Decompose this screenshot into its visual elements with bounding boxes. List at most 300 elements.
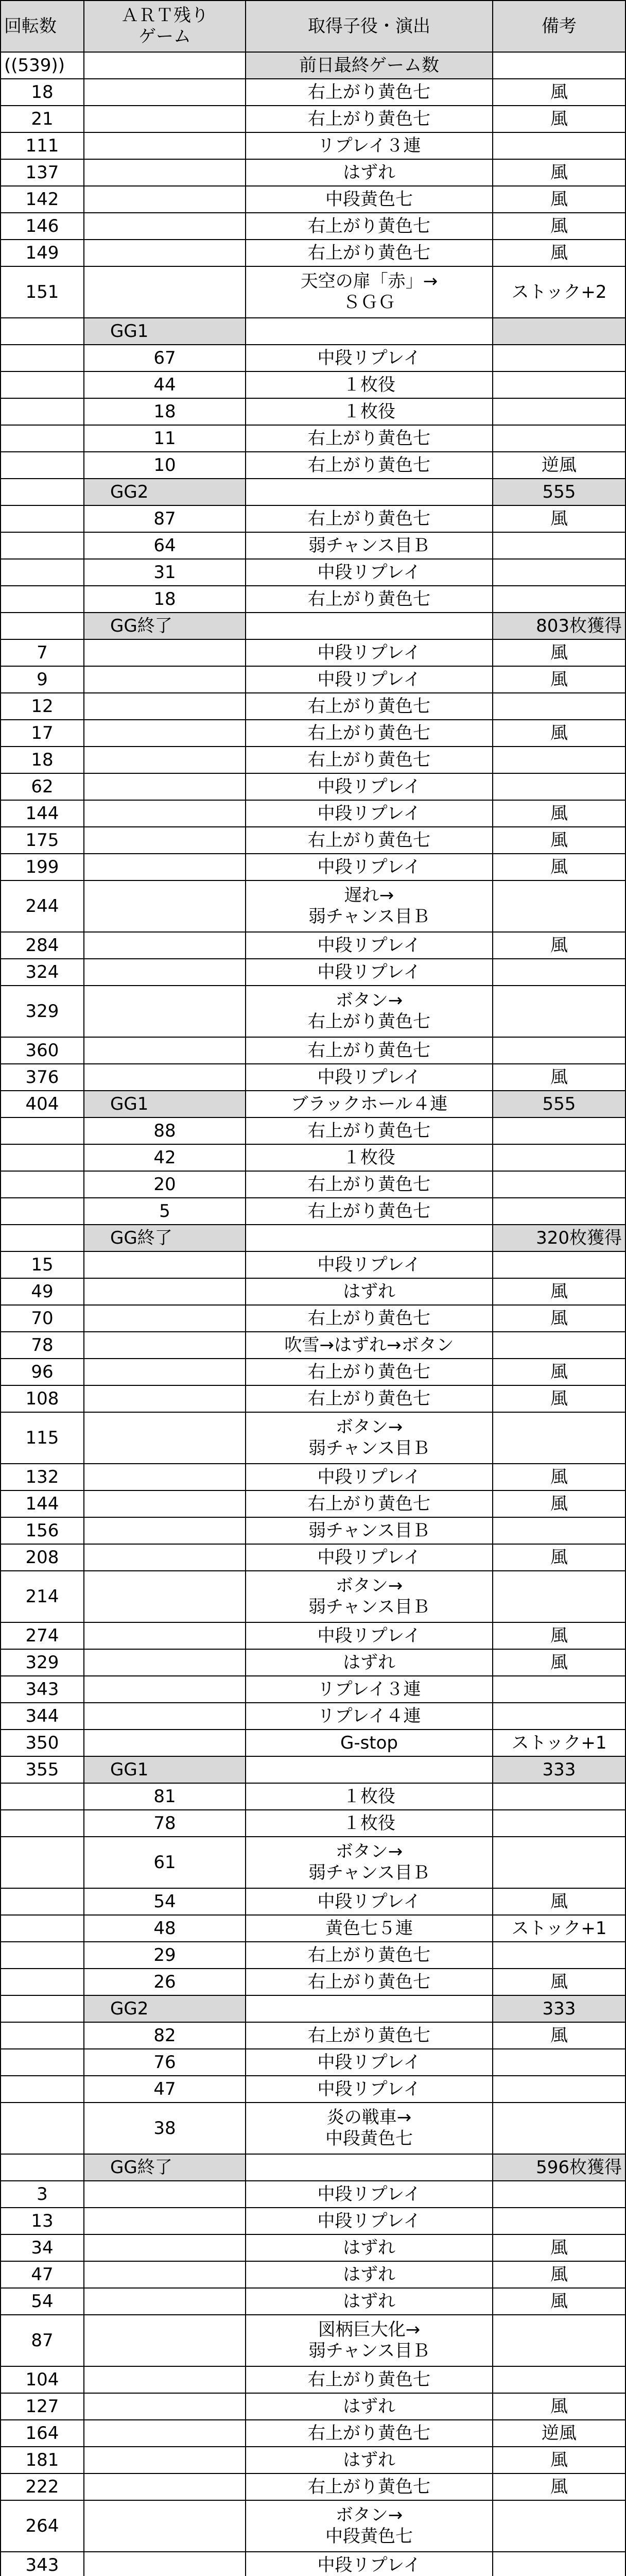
spin-count-cell: 108 <box>1 1385 84 1412</box>
art-remaining-cell: 18 <box>84 586 246 613</box>
table-row <box>1 398 625 425</box>
art-remaining-cell <box>84 2500 246 2552</box>
table-row <box>1 1622 625 1649</box>
spin-count-cell: 144 <box>1 800 84 827</box>
role-cell: 右上がり黄色七 <box>246 1969 493 1995</box>
table-row <box>1 2049 625 2076</box>
spin-count-cell: 18 <box>1 79 84 106</box>
spin-count-cell <box>1 559 84 586</box>
art-remaining-cell <box>84 2261 246 2288</box>
role-cell <box>246 479 493 505</box>
note-cell: 風 <box>493 854 625 880</box>
note-cell <box>493 1783 625 1810</box>
role-cell: １枚役 <box>246 398 493 425</box>
art-remaining-cell <box>84 159 246 186</box>
role-cell: 右上がり黄色七 <box>246 1942 493 1969</box>
note-cell: 風 <box>493 79 625 106</box>
note-cell <box>493 1037 625 1064</box>
spin-count-cell <box>1 1995 84 2022</box>
art-remaining-cell: 10 <box>84 452 246 479</box>
note-cell: 風 <box>493 2393 625 2420</box>
role-cell: 右上がり黄色七 <box>246 240 493 266</box>
role-cell: 中段リプレイ <box>246 1464 493 1490</box>
art-remaining-cell: 54 <box>84 1888 246 1915</box>
spin-count-cell: 137 <box>1 159 84 186</box>
note-cell: 風 <box>493 240 625 266</box>
spin-count-cell: 21 <box>1 106 84 132</box>
note-cell: 風 <box>493 1622 625 1649</box>
gg-section-row <box>1 318 625 345</box>
note-cell <box>493 1144 625 1171</box>
art-remaining-cell <box>84 720 246 747</box>
gg-section-row <box>1 1225 625 1251</box>
spin-count-cell: 355 <box>1 1756 84 1783</box>
role-cell: 右上がり黄色七 <box>246 693 493 720</box>
table-row <box>1 1412 625 1464</box>
note-cell <box>493 1837 625 1888</box>
art-remaining-cell <box>84 666 246 693</box>
spin-count-cell: 104 <box>1 2366 84 2393</box>
art-remaining-cell: 47 <box>84 2076 246 2103</box>
note-cell <box>493 1117 625 1144</box>
table-row <box>1 1730 625 1756</box>
art-remaining-cell: GG2 <box>84 1995 246 2022</box>
note-cell: 風 <box>493 2288 625 2315</box>
table-row <box>1 1064 625 1091</box>
table-row <box>1 2420 625 2447</box>
art-remaining-cell: 61 <box>84 1837 246 1888</box>
art-remaining-cell: 67 <box>84 345 246 371</box>
role-cell: 中段リプレイ <box>246 2076 493 2103</box>
spin-count-cell <box>1 505 84 532</box>
spin-count-cell: 164 <box>1 2420 84 2447</box>
role-cell <box>246 1995 493 2022</box>
spin-count-cell: 244 <box>1 880 84 932</box>
note-cell: 風 <box>493 505 625 532</box>
spin-count-cell: 343 <box>1 1676 84 1703</box>
art-remaining-cell <box>84 2393 246 2420</box>
spin-count-cell: 149 <box>1 240 84 266</box>
art-remaining-cell: 11 <box>84 425 246 452</box>
table-row <box>1 1837 625 1888</box>
role-cell: 右上がり黄色七 <box>246 1171 493 1198</box>
role-cell: 右上がり黄色七 <box>246 1490 493 1517</box>
table-row <box>1 2366 625 2393</box>
table-row <box>1 1251 625 1278</box>
note-cell <box>493 1517 625 1544</box>
role-cell <box>246 1756 493 1783</box>
gg-section-row <box>1 479 625 505</box>
note-cell: 風 <box>493 1385 625 1412</box>
table-row <box>1 1649 625 1676</box>
note-cell: 風 <box>493 1544 625 1571</box>
art-remaining-cell <box>84 106 246 132</box>
spin-count-cell <box>1 1969 84 1995</box>
note-cell: 風 <box>493 2261 625 2288</box>
role-cell: 中段リプレイ <box>246 800 493 827</box>
note-cell: 320枚獲得 <box>493 1225 625 1251</box>
art-remaining-cell: 5 <box>84 1198 246 1225</box>
note-cell <box>493 1942 625 1969</box>
note-cell: 風 <box>493 1278 625 1305</box>
role-cell <box>246 613 493 639</box>
role-cell: 右上がり黄色七 <box>246 106 493 132</box>
note-cell: 555 <box>493 479 625 505</box>
spin-count-cell: 9 <box>1 666 84 693</box>
art-remaining-cell: 31 <box>84 559 246 586</box>
spin-count-cell: 15 <box>1 1251 84 1278</box>
note-cell: 風 <box>493 2234 625 2261</box>
note-cell: 風 <box>493 106 625 132</box>
role-cell: 右上がり黄色七 <box>246 827 493 854</box>
note-cell <box>493 532 625 559</box>
table-row <box>1 106 625 132</box>
table-row <box>1 2447 625 2473</box>
table-row <box>1 345 625 371</box>
spin-count-cell: ((539)) <box>1 52 84 79</box>
table-row <box>1 1037 625 1064</box>
gg-section-row <box>1 1756 625 1783</box>
art-remaining-cell <box>84 1703 246 1730</box>
spin-count-cell: 87 <box>1 2315 84 2366</box>
art-remaining-cell <box>84 2315 246 2366</box>
spin-count-cell <box>1 2154 84 2181</box>
note-cell <box>493 1412 625 1464</box>
note-cell <box>493 345 625 371</box>
table-row <box>1 800 625 827</box>
art-remaining-cell <box>84 2473 246 2500</box>
note-cell: 333 <box>493 1995 625 2022</box>
note-cell <box>493 586 625 613</box>
table-row <box>1 2500 625 2552</box>
art-remaining-cell <box>84 1332 246 1359</box>
art-remaining-cell <box>84 986 246 1037</box>
spin-count-cell: 62 <box>1 773 84 800</box>
role-cell: はずれ <box>246 2447 493 2473</box>
role-cell <box>246 318 493 345</box>
header-row <box>1 1 625 52</box>
note-cell: 風 <box>493 2447 625 2473</box>
note-cell <box>493 52 625 79</box>
spin-count-cell <box>1 1225 84 1251</box>
spin-count-cell: 70 <box>1 1305 84 1332</box>
spin-count-cell: 344 <box>1 1703 84 1730</box>
spin-count-cell <box>1 1144 84 1171</box>
spin-count-cell <box>1 2076 84 2103</box>
table-row <box>1 1198 625 1225</box>
note-cell: ストック+2 <box>493 266 625 318</box>
role-cell: 弱チャンス目Ｂ <box>246 532 493 559</box>
art-remaining-cell: 29 <box>84 1942 246 1969</box>
spin-count-cell: 404 <box>1 1091 84 1117</box>
role-cell: 中段リプレイ <box>246 1544 493 1571</box>
table-row <box>1 425 625 452</box>
art-remaining-cell: GG終了 <box>84 613 246 639</box>
spin-count-cell: 181 <box>1 2447 84 2473</box>
note-cell: ストック+1 <box>493 1730 625 1756</box>
art-remaining-cell <box>84 52 246 79</box>
spin-count-cell <box>1 1888 84 1915</box>
header-notes: 備考 <box>493 1 625 52</box>
art-remaining-cell <box>84 79 246 106</box>
note-cell <box>493 318 625 345</box>
gg-section-row <box>1 2154 625 2181</box>
table-row <box>1 213 625 240</box>
art-remaining-cell <box>84 2181 246 2208</box>
table-row <box>1 854 625 880</box>
art-remaining-cell <box>84 747 246 773</box>
table-row <box>1 1810 625 1837</box>
spin-count-cell <box>1 2049 84 2076</box>
spin-count-cell <box>1 532 84 559</box>
table-row <box>1 666 625 693</box>
spin-count-cell: 284 <box>1 932 84 959</box>
art-remaining-cell <box>84 2447 246 2473</box>
art-remaining-cell: 78 <box>84 1810 246 1837</box>
spin-count-cell: 132 <box>1 1464 84 1490</box>
note-cell <box>493 747 625 773</box>
role-cell: 中段リプレイ <box>246 854 493 880</box>
table-row <box>1 693 625 720</box>
table-row <box>1 932 625 959</box>
table-row <box>1 2208 625 2234</box>
table-row <box>1 266 625 318</box>
role-cell: リプレイ３連 <box>246 132 493 159</box>
role-cell: はずれ <box>246 2393 493 2420</box>
note-cell: 風 <box>493 186 625 213</box>
note-cell: 風 <box>493 1305 625 1332</box>
table-row <box>1 827 625 854</box>
table-row <box>1 1676 625 1703</box>
art-remaining-cell <box>84 132 246 159</box>
spin-count-cell <box>1 425 84 452</box>
table-row <box>1 959 625 986</box>
note-cell <box>493 2366 625 2393</box>
gg-section-row <box>1 613 625 639</box>
role-cell: 中段リプレイ <box>246 2208 493 2234</box>
note-cell <box>493 2552 625 2576</box>
spin-count-cell: 360 <box>1 1037 84 1064</box>
role-cell: 右上がり黄色七 <box>246 2420 493 2447</box>
art-remaining-cell <box>84 827 246 854</box>
role-cell: 右上がり黄色七 <box>246 1198 493 1225</box>
art-remaining-cell: 38 <box>84 2103 246 2154</box>
art-remaining-cell <box>84 1622 246 1649</box>
art-remaining-cell: GG1 <box>84 318 246 345</box>
table-row <box>1 2022 625 2049</box>
spin-count-cell <box>1 1783 84 1810</box>
role-cell: はずれ <box>246 1278 493 1305</box>
note-cell: 555 <box>493 1091 625 1117</box>
role-cell <box>246 2154 493 2181</box>
art-remaining-cell <box>84 1037 246 1064</box>
art-remaining-cell <box>84 639 246 666</box>
spin-count-cell: 146 <box>1 213 84 240</box>
role-cell: 右上がり黄色七 <box>246 2366 493 2393</box>
note-cell <box>493 773 625 800</box>
note-cell: 596枚獲得 <box>493 2154 625 2181</box>
art-remaining-cell: GG終了 <box>84 1225 246 1251</box>
spin-count-cell <box>1 452 84 479</box>
role-cell: 右上がり黄色七 <box>246 1359 493 1385</box>
note-cell: 風 <box>493 1464 625 1490</box>
role-cell: 中段リプレイ <box>246 773 493 800</box>
role-cell: 右上がり黄色七 <box>246 79 493 106</box>
note-cell <box>493 1810 625 1837</box>
role-cell: 天空の扉「赤」→ ＳＧＧ <box>246 266 493 318</box>
role-cell: 右上がり黄色七 <box>246 213 493 240</box>
note-cell <box>493 1332 625 1359</box>
spin-count-cell: 329 <box>1 986 84 1037</box>
spin-count-cell: 350 <box>1 1730 84 1756</box>
art-remaining-cell <box>84 1385 246 1412</box>
table-row <box>1 586 625 613</box>
spin-count-cell <box>1 1915 84 1942</box>
art-remaining-cell: 48 <box>84 1915 246 1942</box>
note-cell: 803枚獲得 <box>493 613 625 639</box>
note-cell: 風 <box>493 2022 625 2049</box>
table-row <box>1 1359 625 1385</box>
spin-count-cell: 127 <box>1 2393 84 2420</box>
art-remaining-cell: GG1 <box>84 1091 246 1117</box>
table-row <box>1 240 625 266</box>
role-cell: 中段リプレイ <box>246 2181 493 2208</box>
role-cell: １枚役 <box>246 1783 493 1810</box>
role-cell: 黄色七５連 <box>246 1915 493 1942</box>
gg-section-row <box>1 1995 625 2022</box>
spin-count-cell: 208 <box>1 1544 84 1571</box>
note-cell: 風 <box>493 159 625 186</box>
note-cell <box>493 880 625 932</box>
table-row <box>1 2103 625 2154</box>
role-cell: 中段リプレイ <box>246 2552 493 2576</box>
role-cell: 中段リプレイ <box>246 345 493 371</box>
note-cell <box>493 2315 625 2366</box>
role-cell: 右上がり黄色七 <box>246 1385 493 1412</box>
spin-count-cell <box>1 371 84 398</box>
table-row <box>1 1117 625 1144</box>
table-row <box>1 773 625 800</box>
art-remaining-cell <box>84 932 246 959</box>
spin-count-cell <box>1 1198 84 1225</box>
note-cell: 風 <box>493 1888 625 1915</box>
spin-count-cell: 96 <box>1 1359 84 1385</box>
spin-count-cell: 78 <box>1 1332 84 1359</box>
role-cell: 中段リプレイ <box>246 639 493 666</box>
note-cell <box>493 2208 625 2234</box>
note-cell <box>493 2500 625 2552</box>
role-cell: 中段リプレイ <box>246 2049 493 2076</box>
spin-count-cell <box>1 1117 84 1144</box>
table-row <box>1 1969 625 1995</box>
table-row <box>1 79 625 106</box>
art-remaining-cell: 81 <box>84 1783 246 1810</box>
table-row <box>1 1171 625 1198</box>
table-row <box>1 52 625 79</box>
spin-count-cell: 12 <box>1 693 84 720</box>
table-row <box>1 452 625 479</box>
art-remaining-cell <box>84 1649 246 1676</box>
art-remaining-cell <box>84 2208 246 2234</box>
role-cell: 右上がり黄色七 <box>246 720 493 747</box>
spin-count-cell <box>1 2022 84 2049</box>
spin-count-cell: 151 <box>1 266 84 318</box>
spin-count-cell <box>1 1171 84 1198</box>
art-remaining-cell <box>84 240 246 266</box>
spin-count-cell: 13 <box>1 2208 84 2234</box>
table-row <box>1 371 625 398</box>
spin-count-cell: 17 <box>1 720 84 747</box>
table-row <box>1 1942 625 1969</box>
table-row <box>1 1517 625 1544</box>
table-row <box>1 2288 625 2315</box>
spin-count-cell: 264 <box>1 2500 84 2552</box>
table-row <box>1 639 625 666</box>
table-row <box>1 1490 625 1517</box>
spin-count-cell <box>1 2103 84 2154</box>
art-remaining-cell: 64 <box>84 532 246 559</box>
art-remaining-cell: 76 <box>84 2049 246 2076</box>
table-row <box>1 2393 625 2420</box>
role-cell: 右上がり黄色七 <box>246 586 493 613</box>
art-remaining-cell <box>84 1064 246 1091</box>
art-remaining-cell <box>84 1676 246 1703</box>
spin-count-cell: 3 <box>1 2181 84 2208</box>
spin-count-cell: 144 <box>1 1490 84 1517</box>
spin-count-cell: 175 <box>1 827 84 854</box>
art-remaining-cell <box>84 693 246 720</box>
note-cell <box>493 986 625 1037</box>
spin-count-cell: 324 <box>1 959 84 986</box>
table-row <box>1 986 625 1037</box>
art-remaining-cell <box>84 1490 246 1517</box>
art-remaining-cell: 88 <box>84 1117 246 1144</box>
spin-count-cell: 115 <box>1 1412 84 1464</box>
art-remaining-cell <box>84 2366 246 2393</box>
table-row <box>1 1464 625 1490</box>
art-remaining-cell <box>84 186 246 213</box>
art-remaining-cell: GG2 <box>84 479 246 505</box>
spin-count-cell: 274 <box>1 1622 84 1649</box>
art-remaining-cell <box>84 2234 246 2261</box>
art-remaining-cell <box>84 1305 246 1332</box>
note-cell <box>493 425 625 452</box>
spin-count-cell <box>1 1810 84 1837</box>
note-cell: 風 <box>493 1064 625 1091</box>
spin-count-cell <box>1 613 84 639</box>
header-art-remaining <box>84 1 246 52</box>
role-cell: 右上がり黄色七 <box>246 425 493 452</box>
note-cell: 333 <box>493 1756 625 1783</box>
note-cell: 風 <box>493 720 625 747</box>
note-cell: 風 <box>493 932 625 959</box>
table-row <box>1 747 625 773</box>
table-row <box>1 1385 625 1412</box>
spin-count-cell: 47 <box>1 2261 84 2288</box>
art-remaining-cell <box>84 1412 246 1464</box>
role-cell: リプレイ４連 <box>246 1703 493 1730</box>
table-row <box>1 159 625 186</box>
art-remaining-cell: 26 <box>84 1969 246 1995</box>
note-cell <box>493 959 625 986</box>
note-cell <box>493 2049 625 2076</box>
art-remaining-cell <box>84 1251 246 1278</box>
role-cell: 中段リプレイ <box>246 932 493 959</box>
spin-count-cell: 18 <box>1 747 84 773</box>
spin-count-cell: 199 <box>1 854 84 880</box>
role-cell: 中段リプレイ <box>246 1888 493 1915</box>
role-cell: 右上がり黄色七 <box>246 2473 493 2500</box>
